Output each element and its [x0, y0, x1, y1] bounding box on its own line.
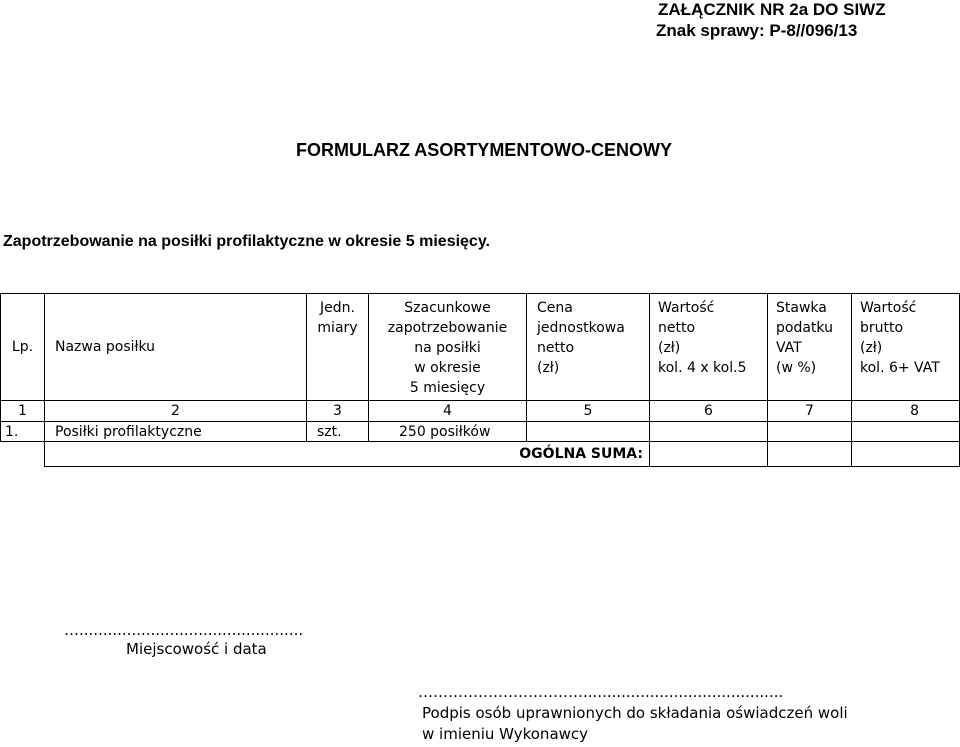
column-number: 2 — [45, 401, 307, 422]
pricing-table — [0, 293, 960, 467]
row-net-value[interactable] — [650, 422, 768, 442]
header-net-value: Wartość netto (zł) kol. 4 x kol.5 — [650, 294, 768, 401]
row-vat-rate[interactable] — [768, 422, 852, 442]
header-estimate: Szacunkowe zapotrzebowanie na posiłki w okresie 5 miesięcy — [369, 294, 527, 401]
signature-dots: …………………………….......................................... — [418, 683, 784, 701]
row-gross-value[interactable] — [852, 422, 960, 442]
signature-label-contractor: w imieniu Wykonawcy — [422, 725, 589, 743]
place-date-dots: …............................................... — [64, 621, 304, 639]
column-number-row — [1, 401, 960, 422]
table-header-row — [1, 294, 960, 401]
header-gross-value: Wartość brutto (zł) kol. 6+ VAT — [852, 294, 960, 401]
table-row — [1, 422, 960, 442]
case-number: Znak sprawy: P-8//096/13 — [656, 21, 858, 40]
header-unit-price: Cena jednostkowa netto (zł) — [527, 294, 650, 401]
total-net-value[interactable] — [650, 442, 768, 467]
place-date-label: Miejscowość i data — [126, 640, 267, 658]
column-number: 6 — [650, 401, 768, 422]
row-name: Posiłki profilaktyczne — [45, 422, 307, 442]
column-number: 4 — [369, 401, 527, 422]
column-number: 3 — [307, 401, 369, 422]
signature-label: Podpis osób uprawnionych do składania oświadczeń woli — [422, 704, 848, 722]
row-lp: 1. — [1, 422, 45, 442]
row-estimate: 250 posiłków — [369, 422, 527, 442]
header-name: Nazwa posiłku — [45, 294, 307, 401]
requirement-statement: Zapotrzebowanie na posiłki profilaktyczne w okresie 5 miesięcy. — [3, 233, 490, 250]
total-row — [1, 442, 960, 467]
row-unit: szt. — [307, 422, 369, 442]
header-unit: Jedn. miary — [307, 294, 369, 401]
header-lp: Lp. — [1, 294, 45, 401]
column-number: 1 — [1, 401, 45, 422]
column-number: 8 — [852, 401, 960, 422]
column-number: 7 — [768, 401, 852, 422]
total-label: OGÓLNA SUMA: — [45, 442, 650, 467]
form-title: FORMULARZ ASORTYMENTOWO-CENOWY — [296, 140, 672, 160]
attachment-number: ZAŁĄCZNIK NR 2a DO SIWZ — [658, 0, 886, 19]
total-gross-value[interactable] — [852, 442, 960, 467]
header-vat-rate: Stawka podatku VAT (w %) — [768, 294, 852, 401]
column-number: 5 — [527, 401, 650, 422]
total-vat[interactable] — [768, 442, 852, 467]
row-unit-price[interactable] — [527, 422, 650, 442]
